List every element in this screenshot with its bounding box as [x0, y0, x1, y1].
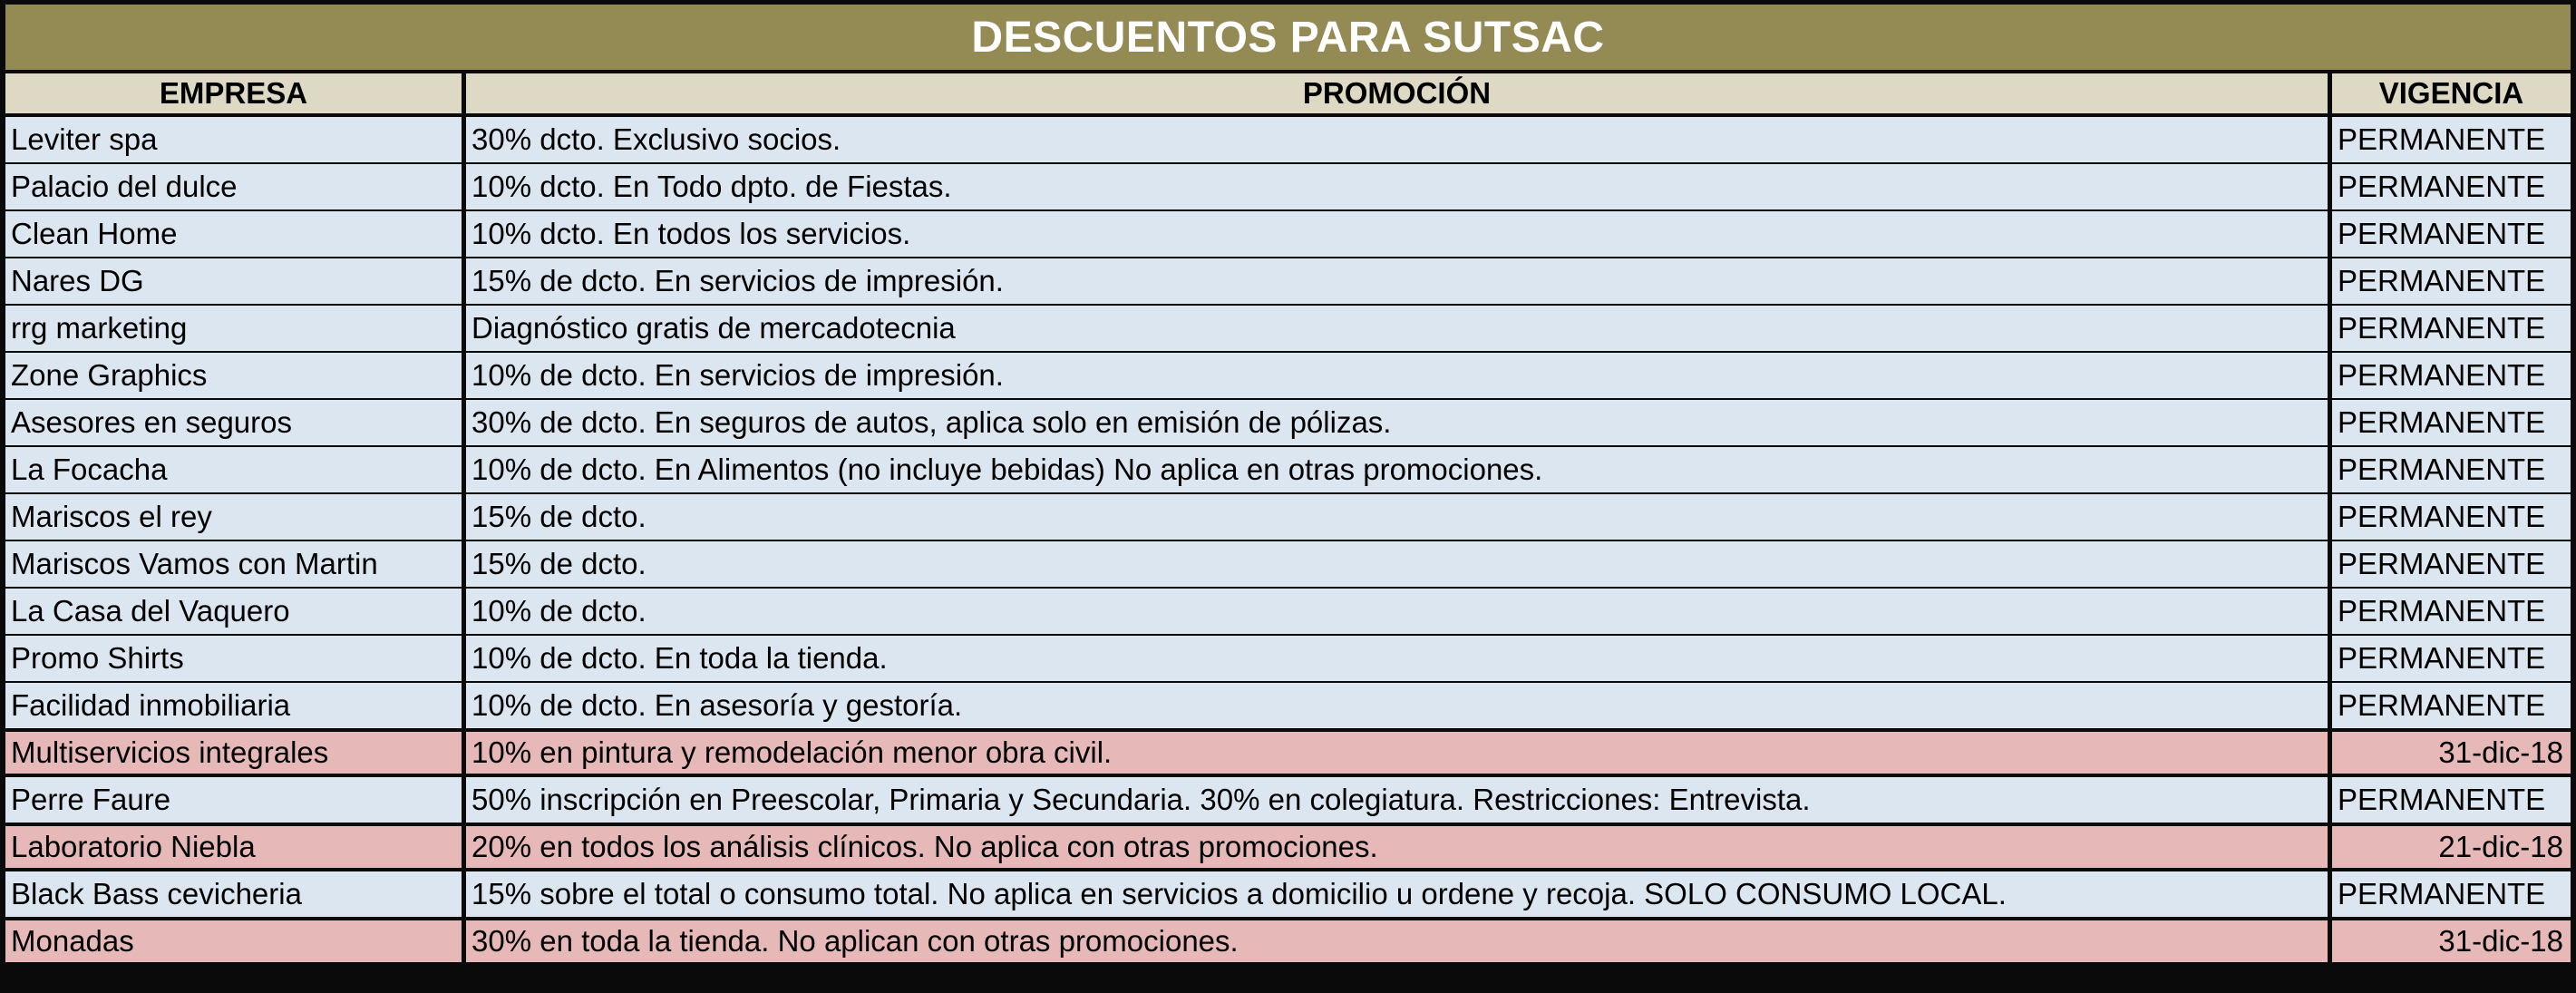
cell-promocion[interactable]: 15% de dcto.	[466, 541, 2332, 589]
table-row	[5, 589, 2571, 636]
header-row	[5, 73, 2571, 117]
cell-empresa[interactable]: Palacio del dulce	[5, 164, 466, 211]
cell-vigencia[interactable]: PERMANENTE	[2332, 871, 2571, 919]
cell-vigencia[interactable]: PERMANENTE	[2332, 683, 2571, 730]
cell-empresa[interactable]: Facilidad inmobiliaria	[5, 683, 466, 730]
sheet-title[interactable]: DESCUENTOS PARA SUTSAC	[5, 5, 2571, 70]
cell-empresa[interactable]: Promo Shirts	[5, 636, 466, 683]
table-row	[5, 730, 2571, 777]
table-row	[5, 211, 2571, 258]
cell-empresa[interactable]: Nares DG	[5, 258, 466, 306]
cell-vigencia[interactable]: PERMANENTE	[2332, 258, 2571, 306]
cell-promocion[interactable]: 30% de dcto. En seguros de autos, aplica solo en emisión de pólizas.	[466, 400, 2332, 447]
cell-empresa[interactable]: Zone Graphics	[5, 353, 466, 400]
table-row	[5, 824, 2571, 871]
cell-empresa[interactable]: La Casa del Vaquero	[5, 589, 466, 636]
cell-promocion[interactable]: 10% dcto. En Todo dpto. de Fiestas.	[466, 164, 2332, 211]
table-row	[5, 400, 2571, 447]
cell-promocion[interactable]: 10% de dcto. En Alimentos (no incluye bebidas) No aplica en otras promociones.	[466, 447, 2332, 494]
cell-vigencia[interactable]: PERMANENTE	[2332, 447, 2571, 494]
cell-promocion[interactable]: 30% dcto. Exclusivo socios.	[466, 117, 2332, 164]
cell-empresa[interactable]: Mariscos Vamos con Martin	[5, 541, 466, 589]
cell-empresa[interactable]: Clean Home	[5, 211, 466, 258]
discounts-table	[5, 73, 2571, 966]
cell-empresa[interactable]: Asesores en seguros	[5, 400, 466, 447]
cell-promocion[interactable]: 15% de dcto. En servicios de impresión.	[466, 258, 2332, 306]
table-row	[5, 164, 2571, 211]
cell-empresa[interactable]: La Focacha	[5, 447, 466, 494]
table-row	[5, 777, 2571, 824]
cell-vigencia[interactable]: 31-dic-18	[2332, 919, 2571, 966]
cell-vigencia[interactable]: PERMANENTE	[2332, 494, 2571, 541]
cell-vigencia[interactable]: 21-dic-18	[2332, 824, 2571, 871]
cell-promocion[interactable]: 10% de dcto. En toda la tienda.	[466, 636, 2332, 683]
table-row	[5, 306, 2571, 353]
cell-vigencia[interactable]: PERMANENTE	[2332, 589, 2571, 636]
table-row	[5, 919, 2571, 966]
cell-promocion[interactable]: 30% en toda la tienda. No aplican con otras promociones.	[466, 919, 2332, 966]
table-row	[5, 636, 2571, 683]
cell-promocion[interactable]: 10% en pintura y remodelación menor obra civil.	[466, 730, 2332, 777]
cell-empresa[interactable]: Multiservicios integrales	[5, 730, 466, 777]
cell-promocion[interactable]: 20% en todos los análisis clínicos. No aplica con otras promociones.	[466, 824, 2332, 871]
table-row	[5, 117, 2571, 164]
cell-empresa[interactable]: rrg marketing	[5, 306, 466, 353]
cell-promocion[interactable]: 10% de dcto. En asesoría y gestoría.	[466, 683, 2332, 730]
table-body	[5, 117, 2571, 966]
cell-vigencia[interactable]: PERMANENTE	[2332, 541, 2571, 589]
table-row	[5, 494, 2571, 541]
table-row	[5, 683, 2571, 730]
table-row	[5, 353, 2571, 400]
cell-vigencia[interactable]: PERMANENTE	[2332, 117, 2571, 164]
cell-vigencia[interactable]: PERMANENTE	[2332, 211, 2571, 258]
cell-vigencia[interactable]: PERMANENTE	[2332, 636, 2571, 683]
cell-vigencia[interactable]: PERMANENTE	[2332, 353, 2571, 400]
cell-empresa[interactable]: Laboratorio Niebla	[5, 824, 466, 871]
column-header-vigencia[interactable]: VIGENCIA	[2332, 73, 2571, 117]
cell-empresa[interactable]: Black Bass cevicheria	[5, 871, 466, 919]
cell-empresa[interactable]: Monadas	[5, 919, 466, 966]
cell-promocion[interactable]: 15% de dcto.	[466, 494, 2332, 541]
cell-vigencia[interactable]: PERMANENTE	[2332, 164, 2571, 211]
table-row	[5, 447, 2571, 494]
cell-promocion[interactable]: 10% de dcto. En servicios de impresión.	[466, 353, 2332, 400]
cell-vigencia[interactable]: PERMANENTE	[2332, 400, 2571, 447]
cell-vigencia[interactable]: PERMANENTE	[2332, 777, 2571, 824]
cell-empresa[interactable]: Perre Faure	[5, 777, 466, 824]
table-row	[5, 541, 2571, 589]
cell-vigencia[interactable]: PERMANENTE	[2332, 306, 2571, 353]
cell-vigencia[interactable]: 31-dic-18	[2332, 730, 2571, 777]
cell-promocion[interactable]: Diagnóstico gratis de mercadotecnia	[466, 306, 2332, 353]
cell-empresa[interactable]: Leviter spa	[5, 117, 466, 164]
table-row	[5, 258, 2571, 306]
cell-promocion[interactable]: 15% sobre el total o consumo total. No aplica en servicios a domicilio u ordene y recoja. SOLO CONSUMO LOCAL.	[466, 871, 2332, 919]
column-header-empresa[interactable]: EMPRESA	[5, 73, 466, 117]
cell-promocion[interactable]: 10% dcto. En todos los servicios.	[466, 211, 2332, 258]
cell-promocion[interactable]: 50% inscripción en Preescolar, Primaria y Secundaria. 30% en colegiatura. Restricciones: Entrevista.	[466, 777, 2332, 824]
column-header-promocion[interactable]: PROMOCIÓN	[466, 73, 2332, 117]
cell-promocion[interactable]: 10% de dcto.	[466, 589, 2332, 636]
cell-empresa[interactable]: Mariscos el rey	[5, 494, 466, 541]
table-row	[5, 871, 2571, 919]
